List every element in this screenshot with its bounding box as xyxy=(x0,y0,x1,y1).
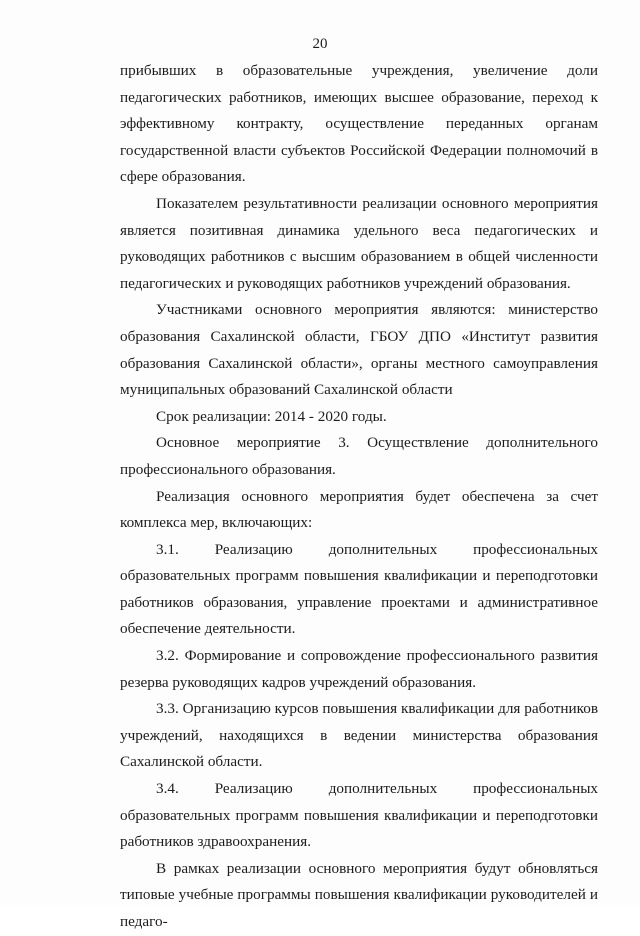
paragraph-11: В рамках реализации основного мероприятия будут обновляться типовые учебные программы повышения квалификации руководителей и педаго- xyxy=(120,859,598,930)
paragraph-6: Реализация основного мероприятия будет обеспечена за счет комплекса мер, включающих: xyxy=(120,487,598,532)
paragraph-3: Участниками основного мероприятия являются: министерство образования Сахалинской области, ГБОУ ДПО «Институт развития образования Сахалинской области», органы местного самоуправления муниципальных образований Сахалинской области xyxy=(120,301,598,399)
paragraph-10: 3.4. Реализацию дополнительных профессиональных образовательных программ повышения квалификации и переподготовки работников здравоохранения. xyxy=(120,780,598,851)
page-number: 20 xyxy=(312,36,328,52)
paragraph-9: 3.3. Организацию курсов повышения квалификации для работников учреждений, находящихся в ведении министерства образования Сахалинской области. xyxy=(120,700,598,771)
paragraph-8: 3.2. Формирование и сопровождение профессионального развития резерва руководящих кадров учреждений образования. xyxy=(120,647,598,691)
document-body xyxy=(120,58,598,936)
paragraph-2: Показателем результативности реализации основного мероприятия является позитивная динамика удельного веса педагогических и руководящих работников с высшим образованием в общей численности педагогических и руководящих работников учреждений образования. xyxy=(120,194,598,292)
paragraph-7: 3.1. Реализацию дополнительных профессиональных образовательных программ повышения квалификации и переподготовки работников образования, управление проектами и административное обеспечение деятельности. xyxy=(120,540,598,638)
paragraph-1: прибывших в образовательные учреждения, увеличение доли педагогических работников, имеющих высшее образование, переход к эффективному контракту, осуществление переданных органам государственной власти субъектов Российской Федерации полномочий в сфере образования. xyxy=(120,62,598,186)
paragraph-4: Срок реализации: 2014 - 2020 годы. xyxy=(156,407,387,425)
paragraph-5: Основное мероприятие 3. Осуществление дополнительного профессионального образования. xyxy=(120,434,598,478)
